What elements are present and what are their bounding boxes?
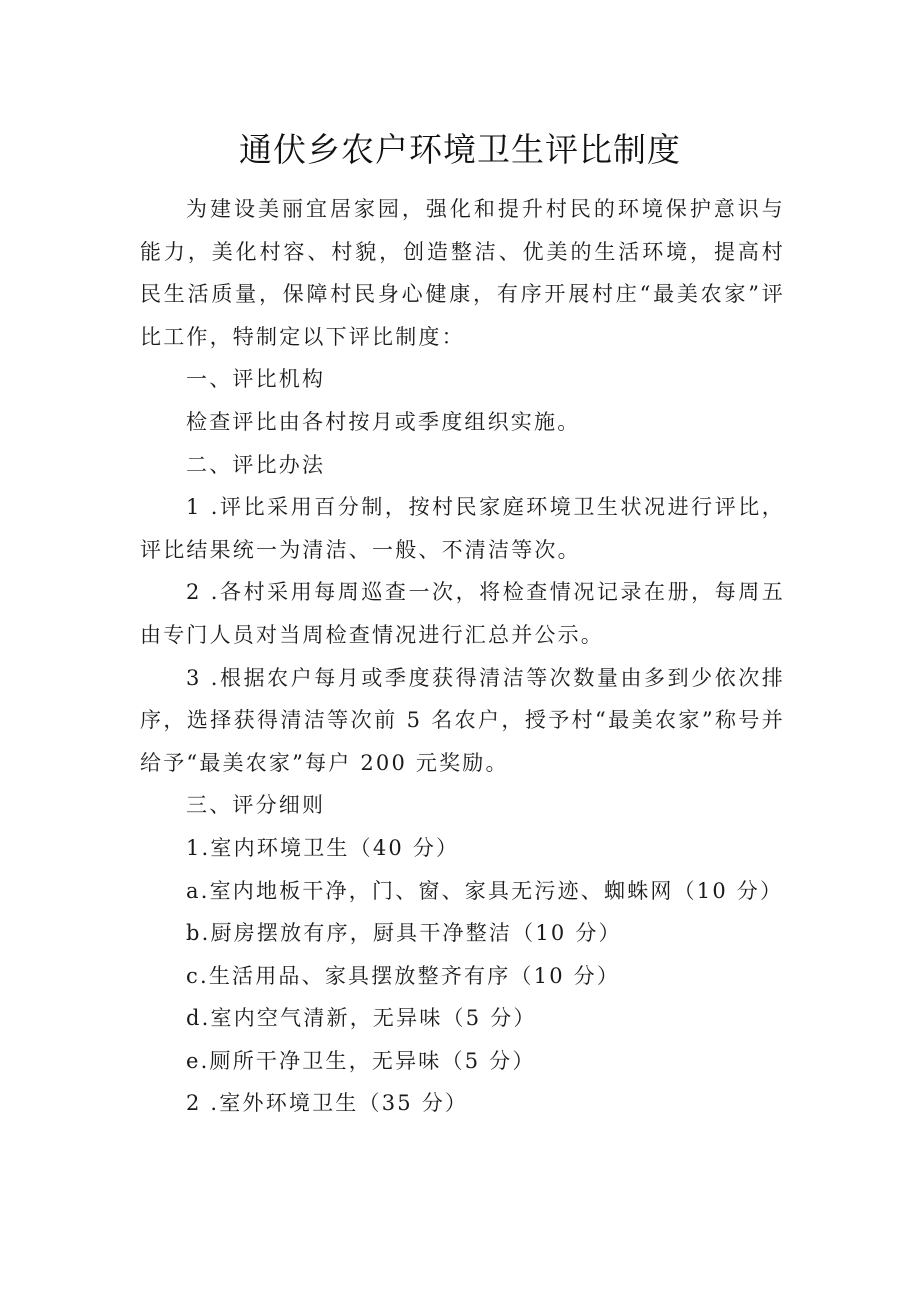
section-heading-method: 二、评比办法 xyxy=(186,452,326,477)
intro-paragraph: 为建设美丽宜居家园，强化和提升村民的环境保护意识与能力，美化村容、村貌，创造整洁、优美的生活环境，提高村民生活质量，保障村民身心健康，有序开展村庄“最美农家”评比工作，特制定以下评比制度： xyxy=(140,197,785,349)
indoor-item-a: a.室内地板干净，门、窗、家具无污迹、蜘蛛网（10 分） xyxy=(186,878,784,903)
method-item-3: 3 .根据农户每月或季度获得清洁等次数量由多到少依次排序，选择获得清洁等次前 5 名农户，授予村“最美农家”称号并给予“最美农家”每户 200 元奖励。 xyxy=(140,665,785,775)
indoor-heading: 1.室内环境卫生（40 分） xyxy=(186,835,460,860)
indoor-item-d: d.室内空气清新，无异味（5 分） xyxy=(186,1006,537,1031)
document-body xyxy=(140,188,785,1125)
method-item-2: 2 .各村采用每周巡查一次，将检查情况记录在册，每周五由专门人员对当周检查情况进行汇总并公示。 xyxy=(140,580,785,647)
section-heading-organization: 一、评比机构 xyxy=(186,367,326,392)
indoor-item-c: c.生活用品、家具摆放整齐有序（10 分） xyxy=(186,963,621,988)
indoor-item-b: b.厨房摆放有序，厨具干净整洁（10 分） xyxy=(186,921,622,946)
outdoor-heading: 2 .室外环境卫生（35 分） xyxy=(186,1091,469,1116)
indoor-item-e: e.厕所干净卫生，无异味（5 分） xyxy=(186,1048,536,1073)
organization-text: 检查评比由各村按月或季度组织实施。 xyxy=(186,409,581,434)
method-item-1: 1 .评比采用百分制，按村民家庭环境卫生状况进行评比，评比结果统一为清洁、一般、不清洁等次。 xyxy=(140,495,785,562)
document-title: 通伏乡农户环境卫生评比制度 xyxy=(239,130,681,169)
section-heading-scoring: 三、评分细则 xyxy=(186,793,326,818)
